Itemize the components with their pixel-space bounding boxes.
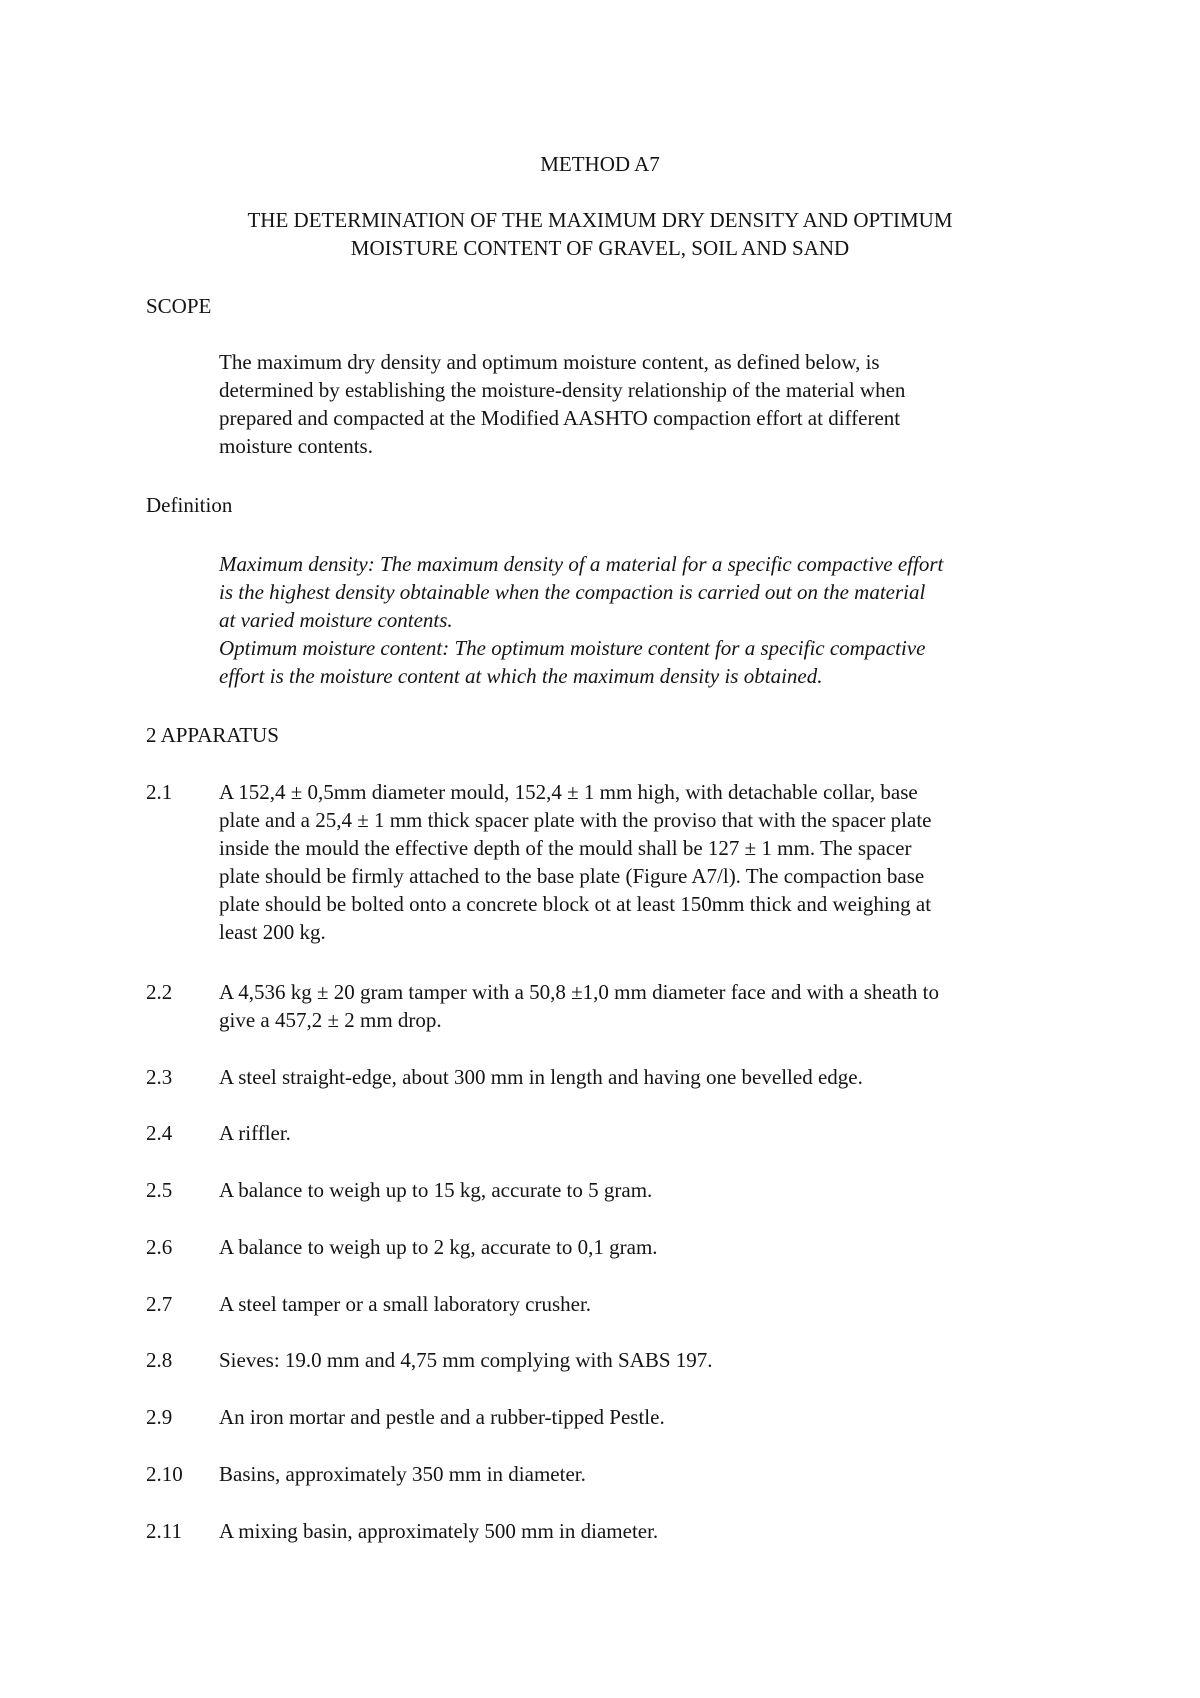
apparatus-heading: 2 APPARATUS [146,723,279,747]
item-text [219,1063,1079,1091]
item-line: A steel straight-edge, about 300 mm in length and having one bevelled edge. [219,1065,863,1089]
scope-line: moisture contents. [219,434,373,458]
definition-line: effort is the moisture content at which the maximum density is obtained. [219,664,823,688]
item-line: A mixing basin, approximately 500 mm in diameter. [219,1519,659,1543]
item-text [219,1346,1079,1374]
item-number: 2.8 [146,1348,173,1372]
definition-line: Optimum moisture content: The optimum moisture content for a specific compactive [219,636,926,660]
item-line: Sieves: 19.0 mm and 4,75 mm complying with SABS 197. [219,1348,713,1372]
item-text [219,1176,1079,1204]
definition-line: is the highest density obtainable when the compaction is carried out on the material [219,580,926,604]
item-line: A steel tamper or a small laboratory crusher. [219,1292,592,1316]
item-line: A balance to weigh up to 2 kg, accurate to 0,1 gram. [219,1235,658,1259]
item-number: 2.5 [146,1178,173,1202]
item-number: 2.2 [146,980,173,1004]
scope-line: prepared and compacted at the Modified AASHTO compaction effort at different [219,406,901,430]
item-line: A 152,4 ± 0,5mm diameter mould, 152,4 ± 1 mm high, with detachable collar, base [219,780,918,804]
item-text [219,1460,1079,1488]
item-number: 2.3 [146,1065,173,1089]
item-text [219,1290,1079,1318]
item-text [219,1517,1079,1545]
item-number: 2.11 [146,1519,182,1543]
item-text [219,978,1079,1034]
item-text [219,1233,1079,1261]
definition-heading: Definition [146,493,233,517]
item-text [219,778,1079,946]
item-line: least 200 kg. [219,920,326,944]
item-line: An iron mortar and pestle and a rubber-tipped Pestle. [219,1405,665,1429]
item-number: 2.4 [146,1121,173,1145]
item-number: 2.10 [146,1462,183,1486]
item-line: inside the mould the effective depth of the mould shall be 127 ± 1 mm. The spacer [219,836,912,860]
scope-paragraph [219,348,1079,460]
item-text [219,1119,1079,1147]
definition-line: Maximum density: The maximum density of a material for a specific compactive effort [219,552,944,576]
item-number: 2.9 [146,1405,173,1429]
scope-heading: SCOPE [146,294,212,318]
item-line: give a 457,2 ± 2 mm drop. [219,1008,442,1032]
item-line: plate should be bolted onto a concrete block ot at least 150mm thick and weighing at [219,892,932,916]
item-text [219,1403,1079,1431]
document-title-line: MOISTURE CONTENT OF GRAVEL, SOIL AND SAND [350,236,850,260]
item-number: 2.1 [146,780,173,804]
item-line: A 4,536 kg ± 20 gram tamper with a 50,8 ±1,0 mm diameter face and with a sheath to [219,980,939,1004]
item-line: A balance to weigh up to 15 kg, accurate to 5 gram. [219,1178,653,1202]
scope-line: The maximum dry density and optimum moisture content, as defined below, is [219,350,880,374]
method-title: METHOD A7 [540,152,660,176]
definition-paragraph [219,550,1079,690]
document-title [0,206,1200,262]
item-line: plate should be firmly attached to the base plate (Figure A7/l). The compaction base [219,864,925,888]
definition-line: at varied moisture contents. [219,608,453,632]
document-title-line: THE DETERMINATION OF THE MAXIMUM DRY DENSITY AND OPTIMUM [247,208,953,232]
item-line: plate and a 25,4 ± 1 mm thick spacer plate with the proviso that with the spacer plate [219,808,932,832]
item-number: 2.7 [146,1292,173,1316]
scope-line: determined by establishing the moisture-density relationship of the material when [219,378,906,402]
item-number: 2.6 [146,1235,173,1259]
item-line: Basins, approximately 350 mm in diameter. [219,1462,586,1486]
item-line: A riffler. [219,1121,291,1145]
